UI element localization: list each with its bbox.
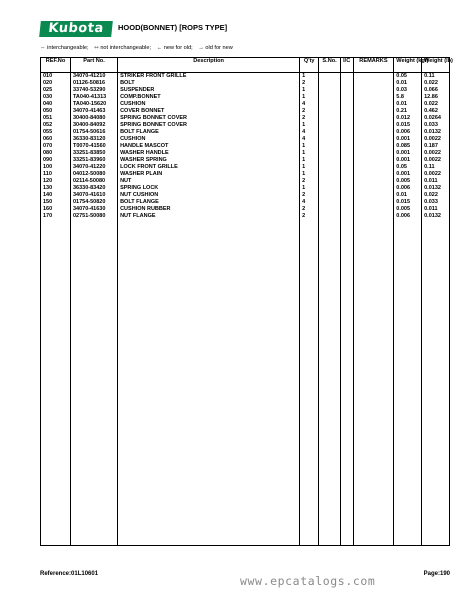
cell-description: SUSPENDER [118,87,300,94]
cell-weight-kgf: 0.01 [394,80,422,87]
cell-ref: 080 [41,150,71,157]
legend-item: ⇔ interchangeable; [40,45,89,51]
cell-qty: 2 [300,192,319,199]
cell-weight-kgf: 0.05 [394,164,422,171]
cell-ic [340,115,353,122]
cell-qty: 2 [300,80,319,87]
table-row [41,164,450,171]
cell-description: CUSHION [118,136,300,143]
cell-weight-lb: 0.0022 [422,136,450,143]
col-header-weight-kgf: Weight (kgf) [394,58,422,73]
cell-weight-lb: 0.033 [422,199,450,206]
cell-description: NUT FLANGE [118,213,300,220]
cell-ic [340,87,353,94]
table-row [41,157,450,164]
cell-description: SPRING LOCK [118,185,300,192]
cell-qty: 1 [300,73,319,81]
cell-sno [319,213,340,220]
cell-ic [340,80,353,87]
cell-remarks [353,213,394,220]
table-row [41,94,450,101]
cell-ref: 170 [41,213,71,220]
cell-sno [319,136,340,143]
cell-weight-kgf: 0.012 [394,115,422,122]
page-title: HOOD(BONNET) [ROPS TYPE] [118,23,228,32]
cell-weight-lb: 0.0022 [422,171,450,178]
cell-weight-lb: 0.0022 [422,150,450,157]
table-row [41,80,450,87]
cell-sno [319,73,340,81]
cell-ref: 100 [41,164,71,171]
cell-weight-lb: 0.011 [422,178,450,185]
col-header-ic: I/C [340,58,353,73]
col-header-remarks: REMARKS [353,58,394,73]
cell-qty: 4 [300,136,319,143]
cell-ic [340,94,353,101]
table-row [41,115,450,122]
cell-remarks [353,206,394,213]
col-header-part: Part No. [70,58,117,73]
table-row [41,185,450,192]
cell-weight-kgf: 0.03 [394,87,422,94]
cell-weight-kgf: 0.21 [394,108,422,115]
cell-remarks [353,108,394,115]
cell-weight-lb: 0.066 [422,87,450,94]
table-row [41,73,450,81]
cell-part-no: 02751-50080 [70,213,117,220]
cell-weight-kgf: 0.005 [394,178,422,185]
cell-part-no: 33251-83960 [70,157,117,164]
cell-description: SPRING BONNET COVER [118,122,300,129]
cell-sno [319,115,340,122]
cell-qty: 1 [300,171,319,178]
cell-remarks [353,80,394,87]
cell-weight-kgf: 0.001 [394,150,422,157]
cell-ref: 140 [41,192,71,199]
table-empty-space [41,220,450,546]
cell-qty: 1 [300,122,319,129]
table-row [41,171,450,178]
cell-ref: 055 [41,129,71,136]
cell-description: COMP.BONNET [118,94,300,101]
cell-weight-lb: 0.022 [422,80,450,87]
cell-remarks [353,178,394,185]
table-row [41,122,450,129]
cell-remarks [353,73,394,81]
cell-ic [340,136,353,143]
cell-part-no: 34070-41210 [70,73,117,81]
cell-qty: 2 [300,115,319,122]
cell-qty: 2 [300,206,319,213]
cell-sno [319,178,340,185]
cell-ref: 025 [41,87,71,94]
cell-remarks [353,164,394,171]
empty-cell [340,220,353,546]
cell-weight-lb: 0.033 [422,122,450,129]
col-header-description: Description [118,58,300,73]
page-number: Page:190 [423,571,450,577]
cell-sno [319,129,340,136]
cell-weight-lb: 0.0022 [422,157,450,164]
legend-item: → old for new [198,45,233,51]
cell-weight-kgf: 0.01 [394,101,422,108]
cell-sno [319,206,340,213]
cell-weight-kgf: 0.006 [394,185,422,192]
cell-ref: 052 [41,122,71,129]
cell-ic [340,171,353,178]
cell-ref: 160 [41,206,71,213]
empty-cell [70,220,117,546]
empty-cell [353,220,394,546]
cell-weight-kgf: 0.085 [394,143,422,150]
table-row [41,108,450,115]
parts-table [40,57,453,546]
cell-ref: 040 [41,101,71,108]
cell-weight-kgf: 0.015 [394,199,422,206]
cell-ic [340,122,353,129]
cell-sno [319,108,340,115]
cell-part-no: 02114-50080 [70,178,117,185]
cell-sno [319,199,340,206]
cell-qty: 2 [300,178,319,185]
table-row [41,87,450,94]
table-row [41,213,450,220]
cell-weight-kgf: 5.8 [394,94,422,101]
cell-qty: 1 [300,157,319,164]
cell-remarks [353,115,394,122]
cell-weight-lb: 0.11 [422,73,450,81]
cell-qty: 2 [300,108,319,115]
cell-description: BOLT FLANGE [118,129,300,136]
cell-ic [340,129,353,136]
col-header-sno: S.No. [319,58,340,73]
cell-weight-kgf: 0.001 [394,136,422,143]
col-header-ref: REF.No [41,58,71,73]
cell-sno [319,192,340,199]
cell-part-no: TA040-15620 [70,101,117,108]
cell-qty: 1 [300,94,319,101]
legend-item: ← new for old; [156,45,193,51]
cell-ic [340,199,353,206]
cell-sno [319,157,340,164]
cell-sno [319,150,340,157]
cell-ref: 060 [41,136,71,143]
cell-remarks [353,171,394,178]
cell-part-no: 34070-41463 [70,108,117,115]
cell-part-no: 36330-83120 [70,136,117,143]
empty-cell [118,220,300,546]
cell-weight-lb: 0.0132 [422,213,450,220]
cell-weight-kgf: 0.015 [394,122,422,129]
empty-cell [41,220,71,546]
empty-cell [394,220,422,546]
cell-sno [319,101,340,108]
cell-remarks [353,157,394,164]
table-row [41,129,450,136]
cell-ref: 110 [41,171,71,178]
cell-weight-kgf: 0.005 [394,206,422,213]
cell-ref: 120 [41,178,71,185]
cell-weight-kgf: 0.05 [394,73,422,81]
cell-remarks [353,87,394,94]
cell-ic [340,178,353,185]
cell-ic [340,101,353,108]
cell-qty: 1 [300,143,319,150]
reference-number: Reference:01L10601 [40,571,99,577]
empty-cell [300,220,319,546]
cell-sno [319,87,340,94]
cell-weight-lb: 0.022 [422,192,450,199]
cell-sno [319,80,340,87]
cell-ic [340,192,353,199]
cell-qty: 2 [300,213,319,220]
table-row [41,150,450,157]
cell-part-no: 34070-41610 [70,192,117,199]
table-row [41,143,450,150]
cell-weight-lb: 0.11 [422,164,450,171]
table-header-row [41,58,450,73]
cell-description: WASHER SPRING [118,157,300,164]
cell-description: LOCK FRONT GRILLE [118,164,300,171]
cell-remarks [353,94,394,101]
cell-part-no: 34070-41220 [70,164,117,171]
cell-part-no: 01126-50816 [70,80,117,87]
cell-part-no: 33740-53290 [70,87,117,94]
cell-part-no: TA040-41313 [70,94,117,101]
cell-remarks [353,150,394,157]
cell-ref: 090 [41,157,71,164]
cell-description: COVER BONNET [118,108,300,115]
cell-part-no: 04012-50080 [70,171,117,178]
interchangeability-legend [40,45,237,51]
col-header-weight-lb: Weight (lb) [422,58,450,73]
cell-ic [340,157,353,164]
cell-weight-lb: 0.0264 [422,115,450,122]
cell-weight-lb: 0.011 [422,206,450,213]
cell-qty: 4 [300,199,319,206]
cell-weight-lb: 0.022 [422,101,450,108]
cell-weight-lb: 12.86 [422,94,450,101]
cell-remarks [353,143,394,150]
empty-cell [319,220,340,546]
table-row [41,192,450,199]
cell-part-no: 33251-83850 [70,150,117,157]
cell-part-no: 01754-50616 [70,129,117,136]
cell-remarks [353,199,394,206]
cell-qty: 1 [300,185,319,192]
cell-description: CUSHION [118,101,300,108]
table-row [41,178,450,185]
cell-part-no: T0070-41560 [70,143,117,150]
cell-qty: 4 [300,129,319,136]
cell-ic [340,73,353,81]
cell-description: BOLT [118,80,300,87]
cell-ref: 130 [41,185,71,192]
cell-description: CUSHION RUBBER [118,206,300,213]
cell-description: WASHER HANDLE [118,150,300,157]
cell-sno [319,94,340,101]
cell-ref: 050 [41,108,71,115]
cell-sno [319,122,340,129]
cell-weight-kgf: 0.001 [394,157,422,164]
cell-sno [319,171,340,178]
col-header-qty: Q'ty [300,58,319,73]
cell-sno [319,143,340,150]
cell-ref: 030 [41,94,71,101]
watermark: www.epcatalogs.com [240,574,376,588]
cell-weight-lb: 0.0132 [422,185,450,192]
cell-ref: 020 [41,80,71,87]
cell-description: SPRING BONNET COVER [118,115,300,122]
cell-ref: 010 [41,73,71,81]
cell-weight-kgf: 0.006 [394,129,422,136]
cell-remarks [353,129,394,136]
cell-description: STRIKER FRONT GRILLE [118,73,300,81]
cell-part-no: 30400-84080 [70,115,117,122]
cell-weight-kgf: 0.006 [394,213,422,220]
cell-ref: 051 [41,115,71,122]
empty-cell [422,220,450,546]
cell-ic [340,213,353,220]
cell-weight-kgf: 0.001 [394,171,422,178]
cell-part-no: 34070-41630 [70,206,117,213]
cell-qty: 1 [300,87,319,94]
cell-ic [340,108,353,115]
cell-ic [340,206,353,213]
cell-remarks [353,122,394,129]
kubota-logo: Kubota [39,21,113,37]
cell-description: NUT CUSHION [118,192,300,199]
cell-remarks [353,185,394,192]
table-row [41,101,450,108]
cell-weight-lb: 0.187 [422,143,450,150]
cell-part-no: 36330-83420 [70,185,117,192]
cell-remarks [353,136,394,143]
cell-ref: 070 [41,143,71,150]
cell-description: BOLT FLANGE [118,199,300,206]
cell-description: WASHER PLAIN [118,171,300,178]
cell-part-no: 30400-84092 [70,122,117,129]
cell-ic [340,164,353,171]
cell-description: NUT [118,178,300,185]
cell-remarks [353,101,394,108]
table-row [41,199,450,206]
cell-qty: 1 [300,150,319,157]
cell-description: HANDLE MASCOT [118,143,300,150]
table-row [41,206,450,213]
legend-item: ⇿ not interchangeable; [94,45,152,51]
cell-ref: 150 [41,199,71,206]
cell-ic [340,150,353,157]
cell-part-no: 01754-50820 [70,199,117,206]
cell-weight-lb: 0.0132 [422,129,450,136]
cell-sno [319,164,340,171]
cell-qty: 4 [300,101,319,108]
cell-weight-kgf: 0.01 [394,192,422,199]
cell-ic [340,143,353,150]
table-row [41,136,450,143]
cell-weight-lb: 0.462 [422,108,450,115]
cell-ic [340,185,353,192]
cell-qty: 1 [300,164,319,171]
cell-remarks [353,192,394,199]
cell-sno [319,185,340,192]
